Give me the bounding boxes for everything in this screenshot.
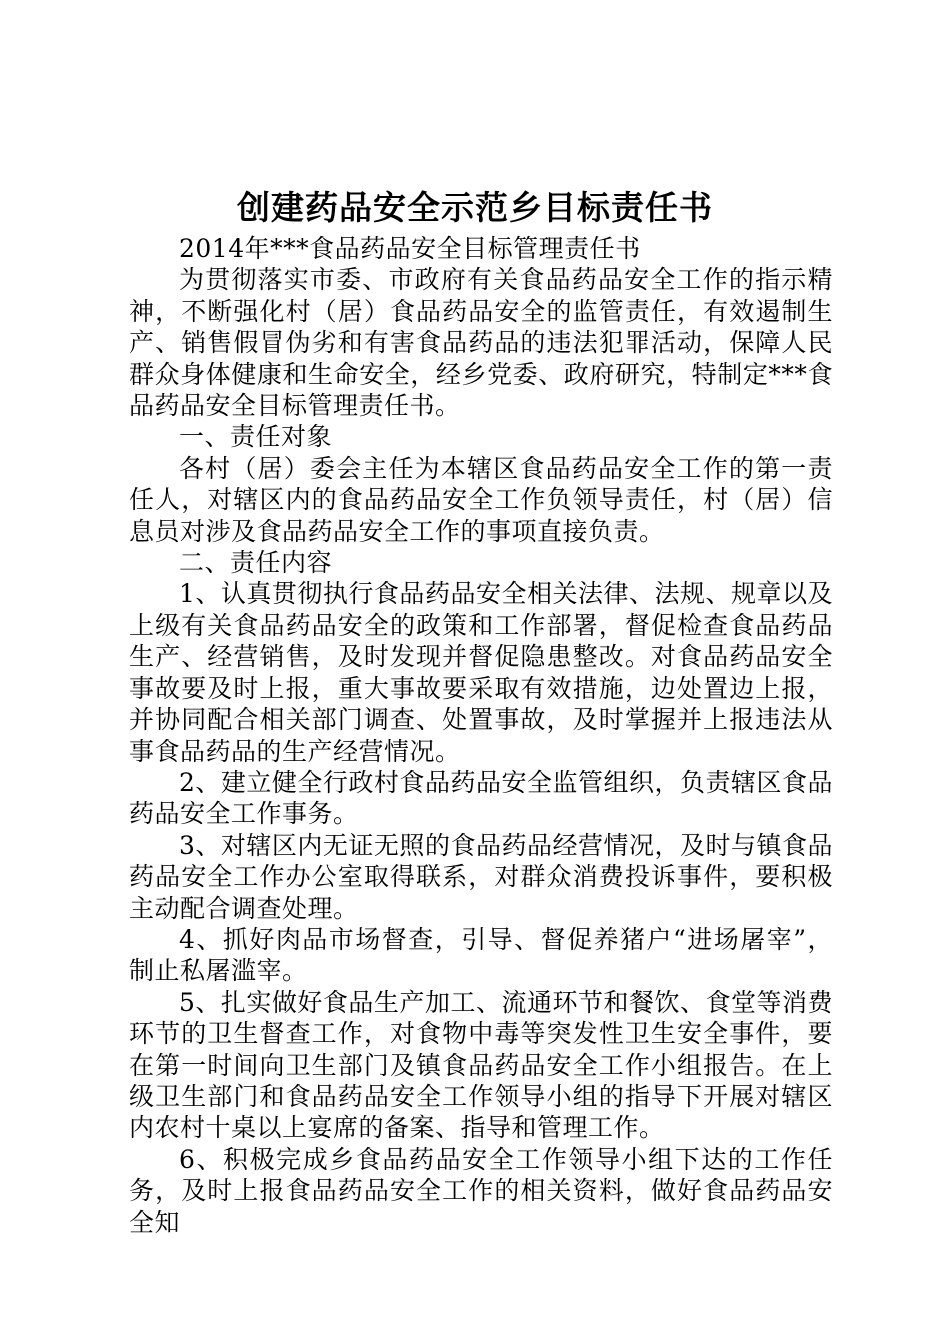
document-body [129,233,833,1238]
intro-heading-line: 2014年***食品药品安全目标管理责任书 [179,234,641,263]
content-item-4: 4、抓好肉品市场督查，引导、督促养猪户“进场屠宰”，制止私屠滥宰。 [129,924,833,986]
content-item-6: 6、积极完成乡食品药品安全工作领导小组下达的工作任务，及时上报食品药品安全工作的相关资料，做好食品药品安全知 [129,1144,833,1237]
content-item-5: 5、扎实做好食品生产加工、流通环节和餐饮、食堂等消费环节的卫生督查工作，对食物中毒等突发性卫生安全事件，要在第一时间向卫生部门及镇食品药品安全工作小组报告。在上级卫生部门和食品药品安全工作领导小组的指导下开展对辖区内农村十桌以上宴席的备案、指导和管理工作。 [129,987,833,1143]
content-item-2: 2、建立健全行政村食品药品安全监管组织，负责辖区食品药品安全工作事务。 [129,767,833,829]
section-heading-responsibility-content: 二、责任内容 [179,548,333,578]
document-title: 创建药品安全示范乡目标责任书 [237,188,713,227]
preamble-paragraph: 为贯彻落实市委、市政府有关食品药品安全工作的指示精神，不断强化村（居）食品药品安全的监管责任，有效遏制生产、销售假冒伪劣和有害食品药品的违法犯罪活动，保障人民群众身体健康和生命安全，经乡党委、政府研究，特制定***食品药品安全目标管理责任书。 [129,265,833,421]
section-heading-responsibility-target: 一、责任对象 [179,422,333,452]
content-item-1: 1、认真贯彻执行食品药品安全相关法律、法规、规章以及上级有关食品药品安全的政策和工作部署，督促检查食品药品生产、经营销售，及时发现并督促隐患整改。对食品药品安全事故要及时上报，重大事故要采取有效措施，边处置边上报，并协同配合相关部门调查、处置事故，及时掌握并上报违法从事食品药品的生产经营情况。 [129,579,833,766]
responsibility-target-paragraph: 各村（居）委会主任为本辖区食品药品安全工作的第一责任人，对辖区内的食品药品安全工作负领导责任，村（居）信息员对涉及食品药品安全工作的事项直接负责。 [129,453,833,546]
content-item-3: 3、对辖区内无证无照的食品药品经营情况，及时与镇食品药品安全工作办公室取得联系，对群众消费投诉事件，要积极主动配合调查处理。 [129,830,833,923]
